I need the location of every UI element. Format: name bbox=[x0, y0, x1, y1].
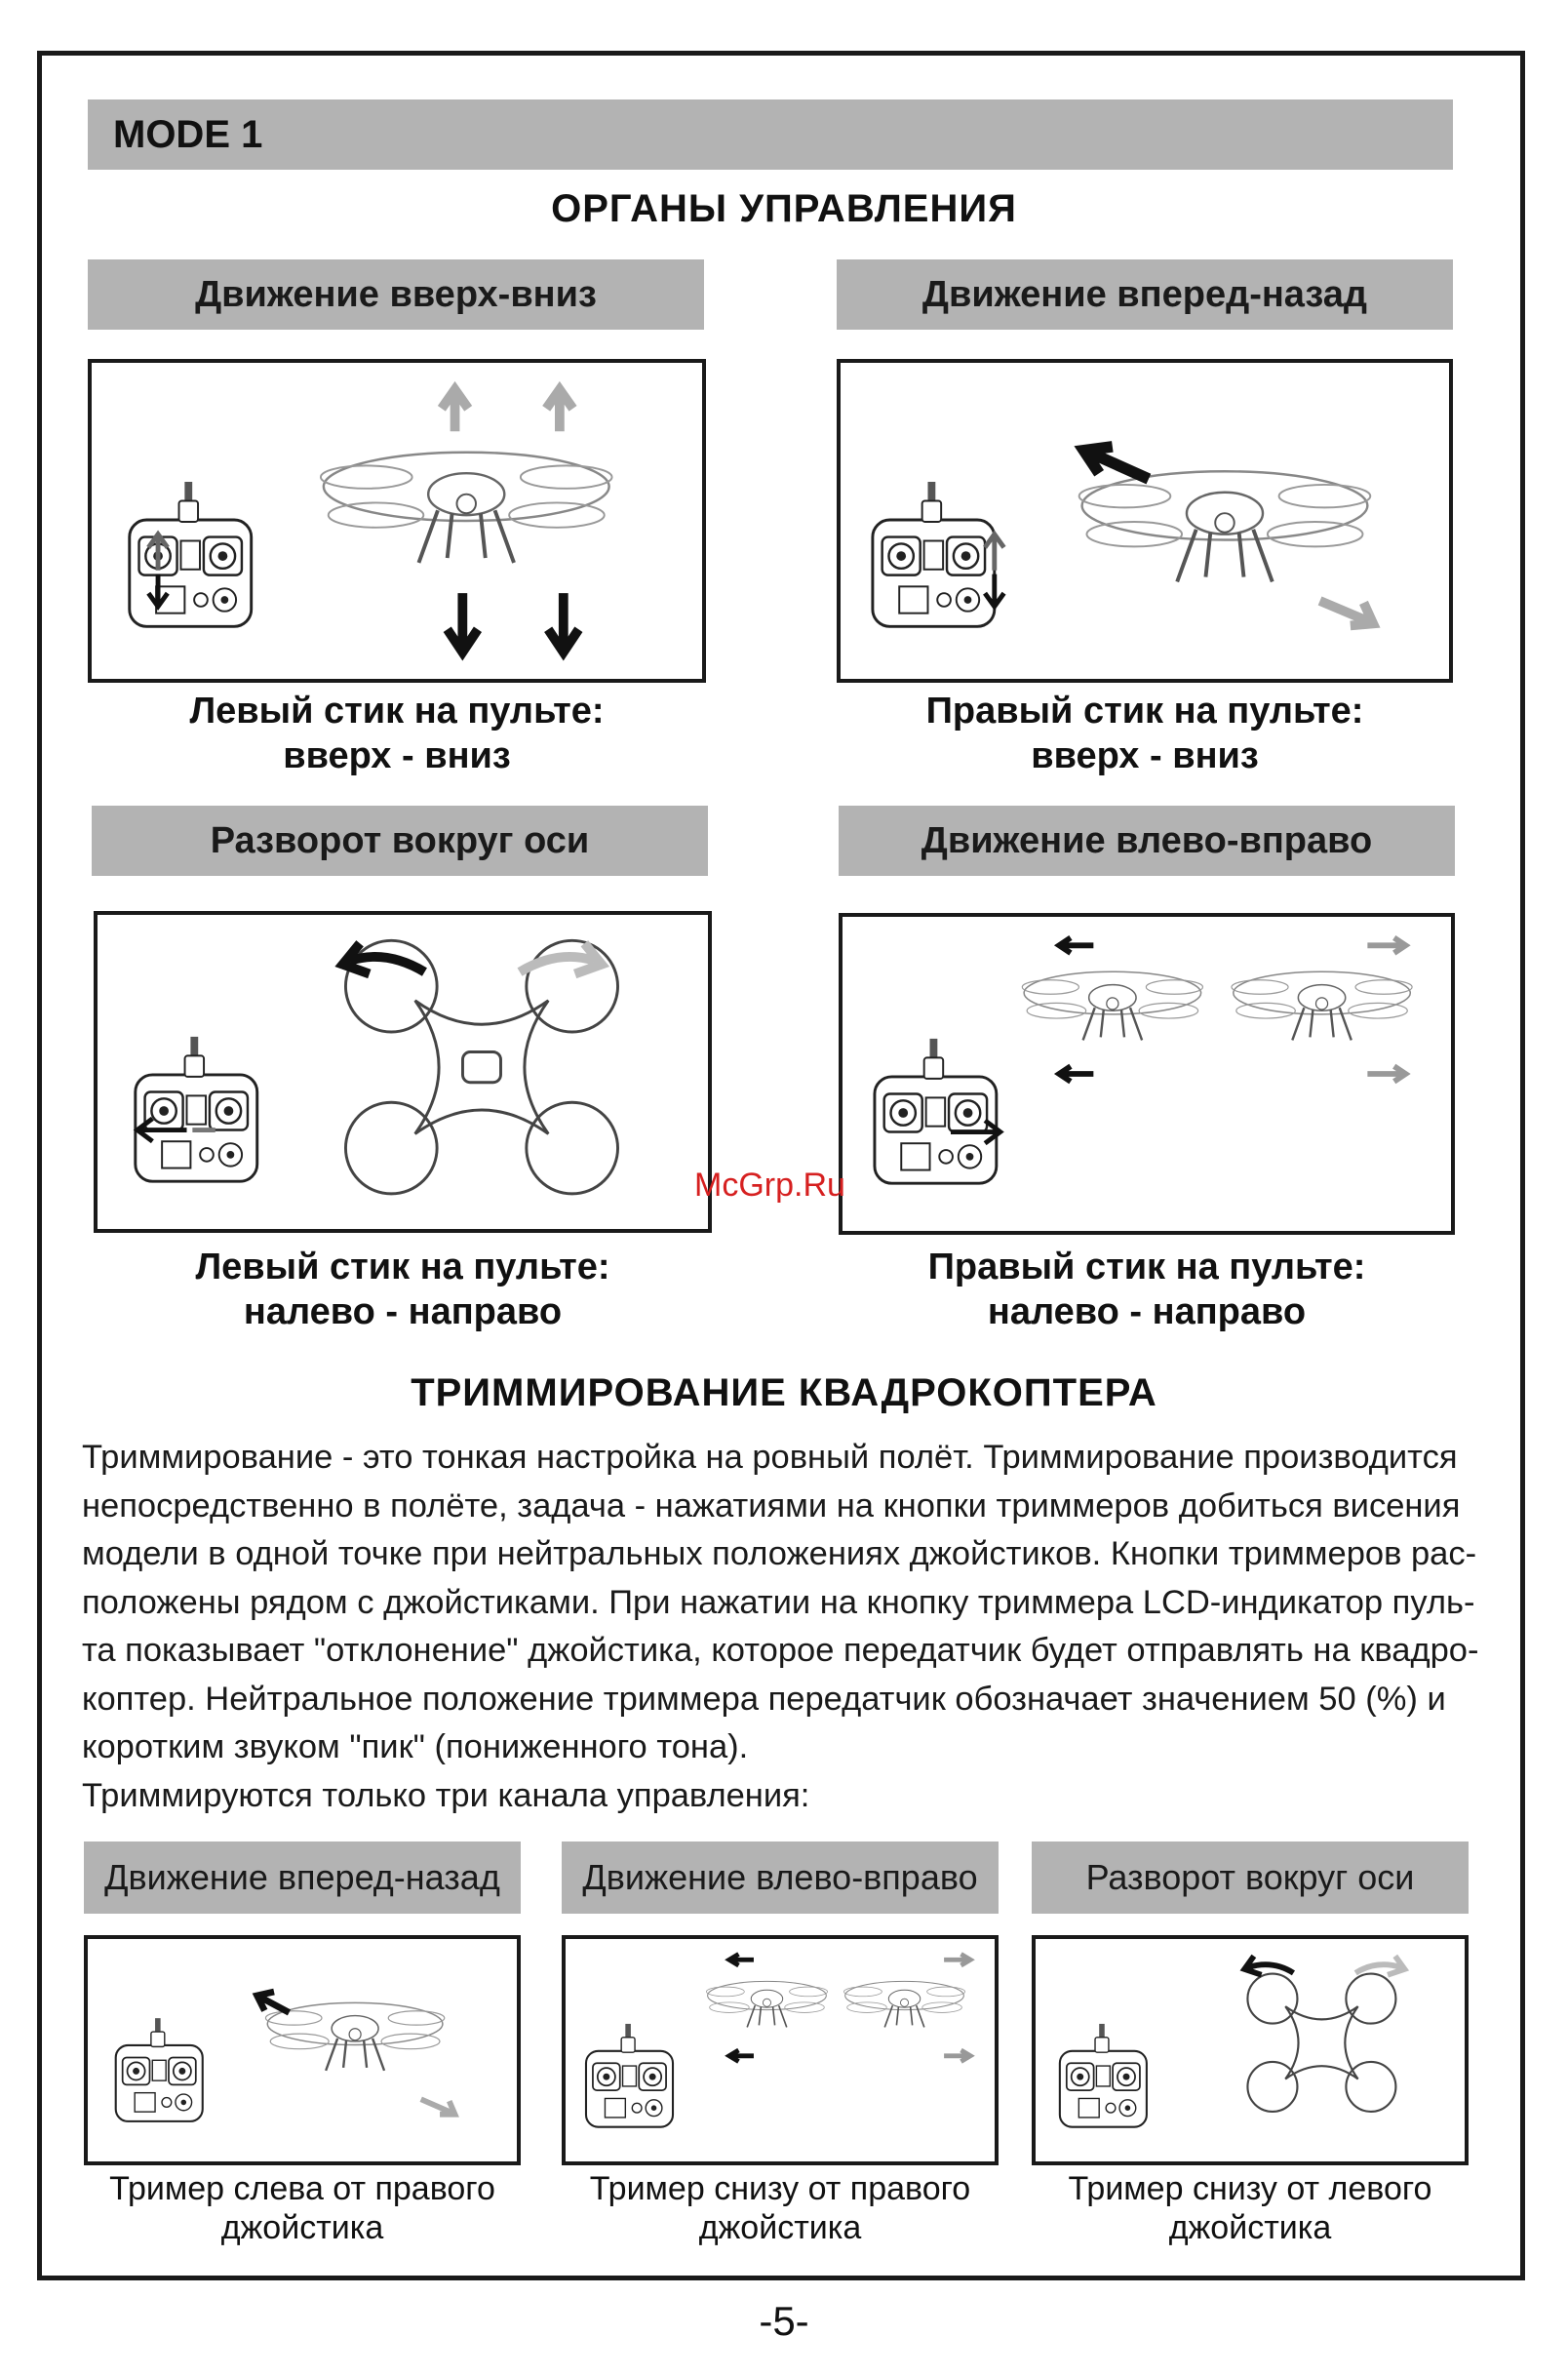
caption-line-1: Тример слева от правого bbox=[109, 2170, 495, 2207]
transmitter-drone-up-down-drawing bbox=[92, 363, 702, 679]
caption-line-2: вверх - вниз bbox=[283, 735, 511, 776]
caption-line-2: джойстика bbox=[1168, 2209, 1332, 2246]
paragraph-line: положены рядом с джойстиками. При нажатии на кнопку триммера LCD-индикатор пуль- bbox=[82, 1583, 1475, 1621]
caption-line-1: Правый стик на пульте: bbox=[927, 1247, 1366, 1287]
caption-line-1: Тример снизу от правого bbox=[589, 2170, 971, 2207]
panel-caption-left-right bbox=[839, 1245, 1455, 1334]
mode-label: MODE 1 bbox=[88, 99, 1453, 170]
illustration-left-right bbox=[839, 913, 1455, 1235]
trim-panel-title-forward-back: Движение вперед-назад bbox=[84, 1841, 521, 1914]
transmitter-drone-left-right-drawing bbox=[843, 917, 1451, 1231]
trim-panel-title-left-right: Движение влево-вправо bbox=[562, 1841, 999, 1914]
panel-title-up-down: Движение вверх-вниз bbox=[88, 259, 704, 330]
panel-caption-yaw bbox=[94, 1245, 712, 1334]
illustration-yaw bbox=[94, 911, 712, 1233]
paragraph-line: коротким звуком "пик" (пониженного тона). bbox=[82, 1728, 749, 1765]
panel-title-forward-back: Движение вперед-назад bbox=[837, 259, 1453, 330]
caption-line-2: налево - направо bbox=[243, 1291, 563, 1332]
caption-line-2: джойстика bbox=[220, 2209, 384, 2246]
paragraph-line: коптер. Нейтральное положение триммера передатчик обозначает значением 50 (%) и bbox=[82, 1680, 1446, 1718]
trim-left-right-drawing bbox=[566, 1939, 995, 2161]
trim-caption-forward-back bbox=[64, 2169, 540, 2247]
paragraph-line: Триммируются только три канала управления: bbox=[82, 1776, 810, 1814]
controls-title: ОРГАНЫ УПРАВЛЕНИЯ bbox=[551, 187, 1017, 230]
trim-title: ТРИММИРОВАНИЕ КВАДРОКОПТЕРА bbox=[411, 1371, 1157, 1414]
trim-illustration-left-right bbox=[562, 1935, 999, 2165]
trim-paragraph bbox=[82, 1434, 1506, 1820]
trim-caption-left-right bbox=[542, 2169, 1018, 2247]
caption-line-2: вверх - вниз bbox=[1031, 735, 1259, 776]
panel-title-left-right: Движение влево-вправо bbox=[839, 806, 1455, 876]
caption-line-2: джойстика bbox=[698, 2209, 862, 2246]
transmitter-drone-yaw-drawing bbox=[98, 915, 708, 1229]
panel-title-yaw: Разворот вокруг оси bbox=[92, 806, 708, 876]
paragraph-line: модели в одной точке при нейтральных положениях джойстиков. Кнопки триммеров рас- bbox=[82, 1535, 1477, 1572]
page-number: -5- bbox=[759, 2298, 809, 2344]
illustration-forward-back bbox=[837, 359, 1453, 683]
caption-line-2: налево - направо bbox=[987, 1291, 1307, 1332]
paragraph-line: непосредственно в полёте, задача - нажатиями на кнопки триммеров добиться висения bbox=[82, 1486, 1461, 1525]
panel-caption-up-down bbox=[88, 689, 706, 778]
trim-caption-yaw bbox=[1012, 2169, 1488, 2247]
caption-line-1: Тример снизу от левого bbox=[1068, 2170, 1432, 2207]
caption-line-1: Левый стик на пульте: bbox=[189, 691, 605, 732]
trim-forward-back-drawing bbox=[88, 1939, 517, 2161]
illustration-up-down bbox=[88, 359, 706, 683]
transmitter-drone-forward-back-drawing bbox=[841, 363, 1449, 679]
trim-illustration-yaw bbox=[1032, 1935, 1469, 2165]
trim-yaw-drawing bbox=[1036, 1939, 1465, 2161]
trim-illustration-forward-back bbox=[84, 1935, 521, 2165]
paragraph-line: Триммирование - это тонкая настройка на ровный полёт. Триммирование производится bbox=[82, 1439, 1458, 1476]
panel-caption-forward-back bbox=[837, 689, 1453, 778]
paragraph-line: та показывает "отклонение" джойстика, которое передатчик будет отправлять на квадро- bbox=[82, 1632, 1479, 1669]
watermark-text: McGrp.Ru bbox=[694, 1167, 845, 1204]
trim-panel-title-yaw: Разворот вокруг оси bbox=[1032, 1841, 1469, 1914]
caption-line-1: Правый стик на пульте: bbox=[925, 691, 1364, 732]
caption-line-1: Левый стик на пульте: bbox=[195, 1247, 610, 1287]
